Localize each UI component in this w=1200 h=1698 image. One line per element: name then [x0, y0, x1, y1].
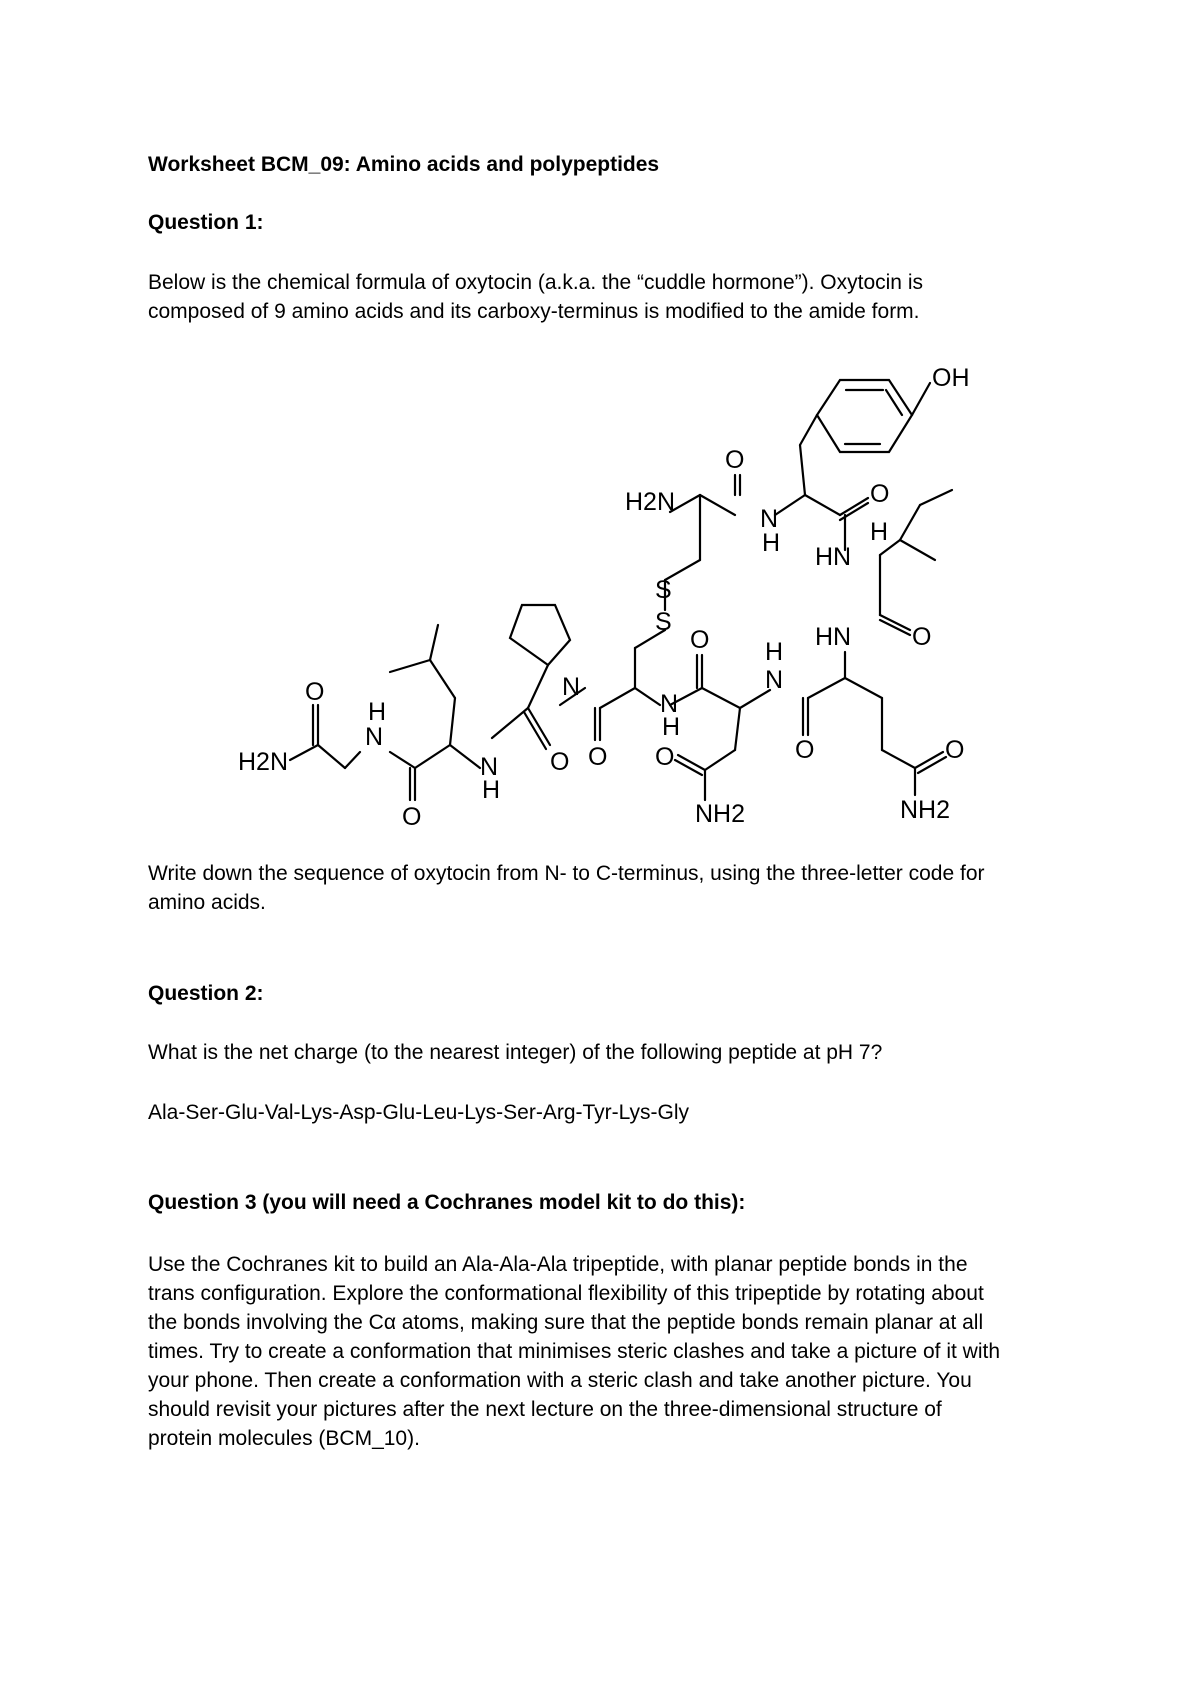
- question-1-heading: Question 1:: [148, 211, 264, 234]
- oxygen-label: O: [912, 623, 932, 651]
- glutamine-amide-label: NH2: [900, 796, 951, 824]
- oxygen-label: O: [945, 736, 965, 764]
- oxygen-label: O: [690, 626, 710, 654]
- question-1-intro-line-2: composed of 9 amino acids and its carboxy-terminus is modified to the amide form.: [148, 300, 920, 323]
- oxygen-label: O: [655, 743, 675, 771]
- peptide-sequence: Ala-Ser-Glu-Val-Lys-Asp-Glu-Leu-Lys-Ser-Arg-Tyr-Lys-Gly: [148, 1101, 690, 1124]
- nitrogen-label: N: [365, 723, 384, 751]
- c-terminal-amide-label: H2N: [238, 748, 289, 776]
- nitrogen-label: N: [562, 673, 581, 701]
- question-3-line: the bonds involving the Cα atoms, making sure that the peptide bonds remain planar at all: [148, 1311, 984, 1334]
- question-3-heading: Question 3 (you will need a Cochranes model kit to do this):: [148, 1191, 746, 1214]
- nitrogen-label: N: [480, 753, 499, 781]
- amide-hn-label: HN: [815, 623, 852, 651]
- hydrogen-label: H: [870, 518, 889, 546]
- nitrogen-label: N: [660, 690, 679, 718]
- glutamine-residue: [803, 652, 946, 795]
- hydrogen-label: H: [762, 529, 781, 557]
- nitrogen-label: N: [765, 666, 784, 694]
- hydrogen-label: H: [662, 713, 681, 741]
- hydrogen-label: H: [765, 638, 784, 666]
- asparagine-residue: [670, 655, 770, 800]
- oxygen-label: O: [402, 803, 422, 831]
- amide-hn-label: HN: [815, 543, 852, 571]
- isoleucine-side-chain: [880, 490, 952, 635]
- tyrosine-ring: [800, 380, 930, 495]
- question-2-heading: Question 2:: [148, 982, 264, 1005]
- oxygen-label: O: [305, 678, 325, 706]
- question-3-line: your phone. Then create a conformation with a steric clash and take another picture. You: [148, 1369, 972, 1392]
- nitrogen-label: N: [760, 505, 779, 533]
- question-1-intro-line-1: Below is the chemical formula of oxytocin (a.k.a. the “cuddle hormone”). Oxytocin is: [148, 271, 923, 294]
- question-3-line: should revisit your pictures after the next lecture on the three-dimensional structure of: [148, 1398, 942, 1421]
- leucine-residue: [390, 625, 480, 800]
- question-1-task-line-2: amino acids.: [148, 891, 266, 914]
- n-terminus-amine-label: H2N: [625, 488, 676, 516]
- question-3-line: protein molecules (BCM_10).: [148, 1427, 420, 1450]
- question-3-line: times. Try to create a conformation that minimises steric clashes and take a picture of it with: [148, 1340, 1001, 1363]
- asparagine-amide-label: NH2: [695, 800, 746, 828]
- question-3-line: Use the Cochranes kit to build an Ala-Ala-Ala tripeptide, with planar peptide bonds in the: [148, 1253, 968, 1276]
- worksheet-title: Worksheet BCM_09: Amino acids and polypeptides: [148, 153, 660, 176]
- glycinamide-residue: [290, 705, 360, 768]
- oxygen-label: O: [870, 480, 890, 508]
- disulfide-bridge: [595, 580, 665, 740]
- hydrogen-label: H: [368, 698, 387, 726]
- question-2-text: What is the net charge (to the nearest integer) of the following peptide at pH 7?: [148, 1041, 883, 1064]
- hydroxyl-label: OH: [932, 364, 970, 392]
- question-1-task-line-1: Write down the sequence of oxytocin from N- to C-terminus, using the three-letter code for: [148, 862, 985, 885]
- oxygen-label: O: [550, 748, 570, 776]
- oxygen-label: O: [588, 743, 608, 771]
- question-3-line: trans configuration. Explore the conformational flexibility of this tripeptide by rotating about: [148, 1282, 984, 1305]
- oxytocin-structure-diagram: [0, 340, 1200, 850]
- oxygen-label: O: [795, 736, 815, 764]
- oxygen-label: O: [725, 446, 745, 474]
- sulfur-label: S: [655, 576, 672, 604]
- sulfur-label: S: [655, 608, 672, 636]
- hydrogen-label: H: [482, 776, 501, 804]
